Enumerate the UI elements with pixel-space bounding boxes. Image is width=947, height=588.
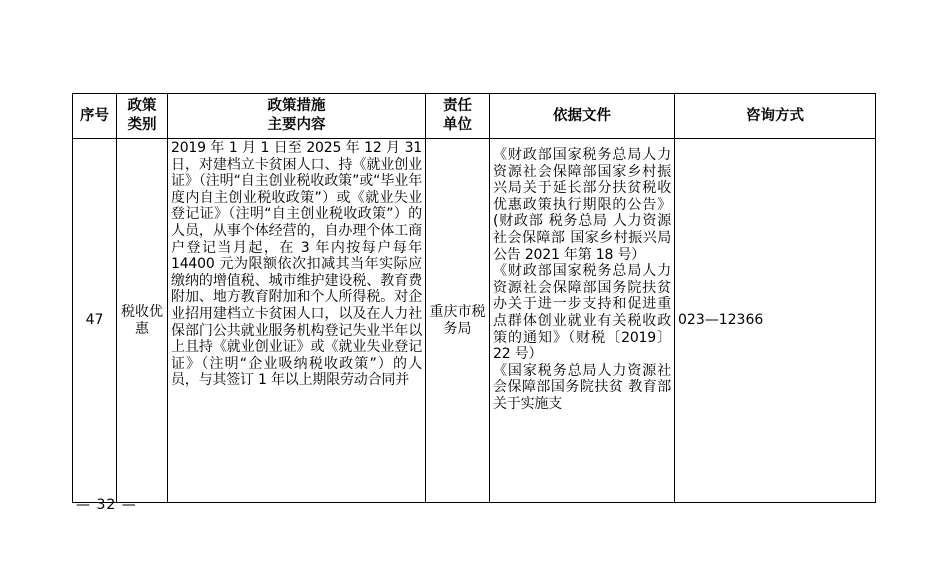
table-row	[73, 139, 876, 503]
policy-table	[72, 93, 876, 503]
header-category: 政策 类别	[117, 94, 168, 139]
header-unit: 责任 单位	[426, 94, 490, 139]
header-content: 政策措施 主要内容	[168, 94, 426, 139]
cell-unit: 重庆市税务局	[426, 139, 490, 503]
document-2: 《财政部国家税务总局人力资源社会保障部国务院扶贫办关于进一步支持和促进重点群体创业就业有关税收政策的通知》（财税〔2019〕22 号）	[493, 263, 671, 363]
document-1: 《财政部国家税务总局人力资源社会保障部国家乡村振兴局关于延长部分扶贫税收优惠政策执行期限的公告》(财政部 税务总局 人力资源社会保障部 国家乡村振兴局公告 2021 年第 18 号）	[493, 147, 671, 263]
page-number: — 32 —	[76, 497, 137, 513]
document-3: 《国家税务总局人力资源社会保障部国务院扶贫 教育部关于实施支	[493, 362, 671, 412]
cell-documents	[490, 139, 675, 503]
header-documents: 依据文件	[490, 94, 675, 139]
header-number: 序号	[73, 94, 117, 139]
table-header-row	[73, 94, 876, 139]
cell-category: 税收优惠	[117, 139, 168, 503]
cell-content: 2019 年 1 月 1 日至 2025 年 12 月 31 日，对建档立卡贫困人口、持《就业创业证》（注明“自主创业税收政策”或“毕业年度内自主创业税收政策”）或《就业失业登记证》（注明“自主创业税收政策”）的人员，从事个体经营的，自办理个体工商户登记当月起，在 3 年内按每户每年 14400 元为限额依次扣减其当年实际应缴纳的增值税、城市维护建设税、教育费附加、地方教育附加和个人所得税。对企业招用建档立卡贫困人口，以及在人力社保部门公共就业服务机构登记失业半年以上且持《就业创业证》或《就业失业登记证》（注明“企业吸纳税收政策”）的人员，与其签订 1 年以上期限劳动合同并	[168, 139, 426, 503]
header-contact: 咨询方式	[675, 94, 876, 139]
cell-number: 47	[73, 139, 117, 503]
cell-contact: 023—12366	[675, 139, 876, 503]
